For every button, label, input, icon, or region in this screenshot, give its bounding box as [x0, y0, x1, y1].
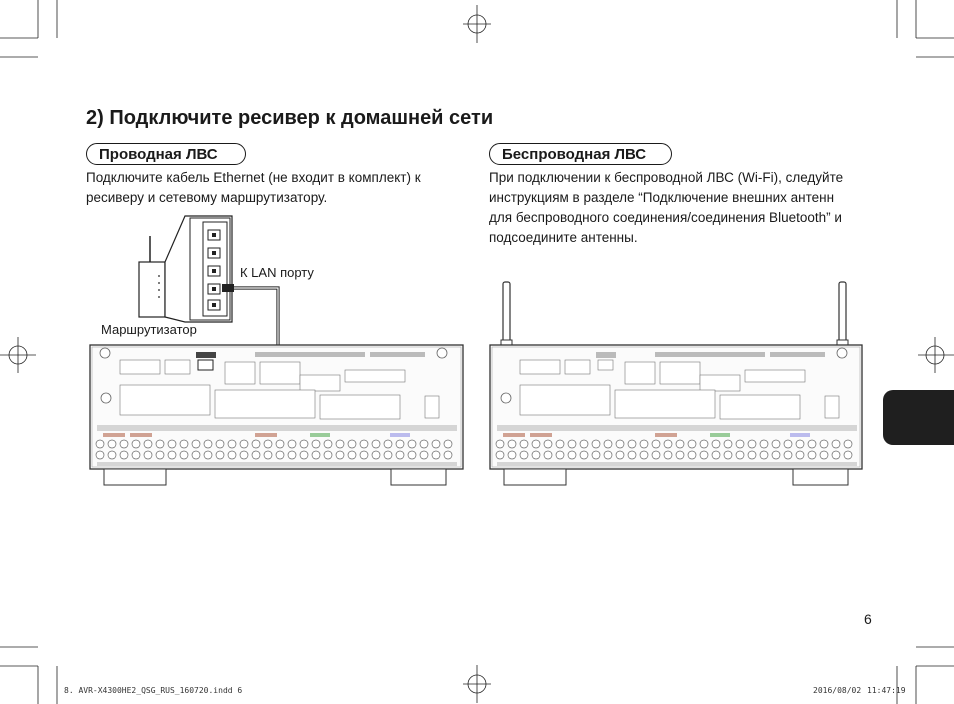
chapter-tab: [883, 390, 954, 445]
wireless-line: инструкциям в разделе “Подключение внешних антенн: [489, 190, 835, 205]
wireless-line: При подключении к беспроводной ЛВС (Wi-Fi), следуйте: [489, 170, 844, 185]
wired-line: ресиверу и сетевому маршрутизатору.: [86, 190, 328, 205]
router-label: Маршрутизатор: [101, 322, 197, 337]
wired-heading-text: Проводная ЛВС: [99, 145, 218, 163]
wireless-heading-text: Беспроводная ЛВС: [502, 145, 647, 163]
wired-line: Подключите кабель Ethernet (не входит в комплект) к: [86, 170, 421, 185]
footer-date: 2016/08/02: [813, 686, 862, 695]
lan-port-label: К LAN порту: [240, 265, 314, 280]
footer-filename: 8. AVR-X4300HE2_QSG_RUS_160720.indd 6: [64, 686, 243, 695]
footer-time: 11:47:19: [867, 686, 906, 695]
page-title: 2) Подключите ресивер к домашней сети: [86, 107, 494, 129]
wireless-line: для беспроводного соединения/соединения Bluetooth” и: [489, 210, 842, 225]
wireless-line: подсоедините антенны.: [489, 230, 638, 245]
page-number: 6: [864, 611, 872, 627]
